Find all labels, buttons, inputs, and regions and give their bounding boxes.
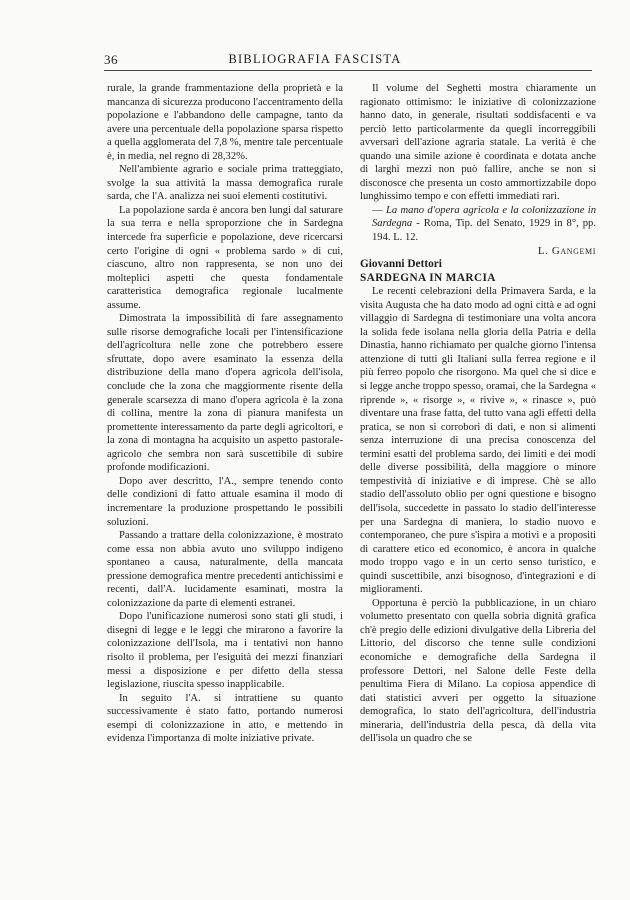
review-author: Giovanni Dettori (360, 258, 442, 271)
paragraph: Dopo l'unificazione numerosi sono stati gli studi, i disegni di legge e le leggi che mirarono a favorire la colonizzazione dell'Isola, ma i tentativi non hanno risolto il problema, per l'esiguità dei mezzi finanziari messi a disposizione e per difetto della stessa legislazione, riuscita spesso inapplicabile. (107, 611, 343, 691)
running-title: BIBLIOGRAFIA FASCISTA (228, 52, 402, 66)
citation-title: La mano d'opera agricola e la colonizzazione in Sardegna (372, 204, 596, 230)
paragraph: Le recenti celebrazioni della Primavera Sarda, e la visita Augusta che ha dato modo ad ogni città e ad ogni villaggio di Sardegna di testimoniare una volta ancora la solida fede isolana nella gloria della Patria e della Dinastia, hanno richiamato per qualche giorno l'intensa attenzione di tutti gli Italiani sulla ferrea regione e il più ferreo popolo che risorgono. Ma quel che si dice e si legge anche troppo spesso, oramai, che la Sardegna « riprende », « risorge », « rivive », « rinasce », può diventare una frase fatta, del tutto vana agli effetti della pratica, se non si corrobori di dati, e non si alimenti senza interruzione di una precisa conoscenza del termini esatti del problema sardo, dei limiti e dei modi delle diverse possibilità, della maggiore o minore tempestività di iniziative e di imprese. Chè se allo stadio dell'assoluto oblio per ogni questione e bisogno dell'isola, succedette in passato lo stadio dell'interesse per una Sardegna di maniera, lo stadio nuovo e contemporaneo, che pure s'ispira a motivi e a propositi di carattere etico ed economico, è ancora in qualche modo troppo vago e in un certo senso turistico, e quindi suscettibile, anzi bisognoso, d'integrazioni e di miglioramenti. (360, 286, 596, 596)
paragraph: Opportuna è perciò la pubblicazione, in un chiaro volumetto presentato con quella sobria dignità grafica ch'è pregio delle edizioni divulgative della Libreria del Littorio, del discorso che tenne sulle condizioni economiche e demografiche della Sardegna il professore Dettori, nel Salone delle Feste della penultima Fiera di Milano. La copiosa appendice di dati statistici avveri per oggetto la situazione demografica, lo stato dell'agricoltura, dell'industria mineraria, dell'industria della pesca, dà della vita dell'isola un quadro che se (360, 597, 596, 745)
paragraph: Dimostrata la impossibilità di fare assegnamento sulle risorse demografiche locali per l'intensificazione dell'agricoltura nelle zone che potrebbero essere sfruttate, dopo avere esaminato la essenza della distribuzione della mano d'opera agricola dell'isola, conclude che la zona che maggiormente risente della generale scarsezza di mano d'opera agricola è la zona di collina, mentre la zona di pianura manifesta un promettente interessamento da parte degli agricoltori, e la zona di montagna ha acquisito un aspetto pastorale-agricolo che sembra non sarà suscettibile di subire profonde modificazioni. (107, 313, 343, 474)
paragraph: Il volume del Seghetti mostra chiaramente un ragionato ottimismo: le iniziative di colonizzazione hanno dato, in generale, risultati soddisfacenti e va perciò letto particolarmente da quegli incorreggibili avversari dell'azione agraria statale. La verità è che quando una simile azione è coordinata e dotata anche di larghi mezzi non può fallire, anche se non si disconosce che presenta un costo ammortizzabile dopo lunghissimo tempo e con effetti immediati rari. (360, 83, 596, 203)
page-number: 36 (104, 52, 118, 67)
citation-dash: — (372, 204, 386, 216)
citation (360, 204, 596, 245)
right-column (360, 82, 596, 746)
paragraph: Passando a trattare della colonizzazione, è mostrato come essa non abbia avuto uno sviluppo indigeno spontaneo a causa, naturalmente, della mancata pressione demografica mentre precedenti antichissimi e recenti, dall'A. lucidamente esaminati, mostra la colonizzazione da parte di elementi estranei. (107, 530, 343, 609)
review-signature: L. Gangemi (537, 244, 596, 257)
review-title: SARDEGNA IN MARCIA (360, 271, 496, 284)
left-column (107, 82, 343, 746)
paragraph: Dopo aver descritto, l'A., sempre tenendo conto delle condizioni di fatto attuale esamina il modo di incrementare la produzione prospettando le possibili soluzioni. (107, 475, 343, 528)
header-rule (104, 70, 592, 71)
paragraph: rurale, la grande frammentazione della proprietà e la mancanza di sicurezza producono l'accentramento della popolazione e l'abbandono delle campagne, tanto da avere una percentuale della popolazione sparsa rispetto a quella agglomerata del 7,8 %, mentre tale percentuale è, in media, nel regno di 28,32%. (107, 83, 343, 162)
paragraph: La popolazione sarda è ancora ben lungi dal saturare la sua terra e nella sproporzione che in Sardegna intercede fra superficie e popolazione, deve ricercarsi certo l'origine di ogni « problema sardo » di cui, ciascuno, altro non rappresenta, se non uno dei molteplici aspetti che questa fondamentale caratteristica demografica regionale lucalmente assume. (107, 204, 343, 311)
paragraph: In seguito l'A. si intrattiene su quanto successivamente è stato fatto, portando numerosi esempi di colonizzazione in atto, e mettendo in evidenza l'importanza di molte iniziative private. (107, 692, 343, 745)
paragraph: Nell'ambiente agrario e sociale prima tratteggiato, svolge la sua attività la massa demografica rurale sarda, che l'A. analizza nei suoi elementi costitutivi. (107, 164, 343, 203)
citation-details: - Roma, Tip. del Senato, 1929 in 8°, pp. 194. L. 12. (372, 218, 596, 244)
